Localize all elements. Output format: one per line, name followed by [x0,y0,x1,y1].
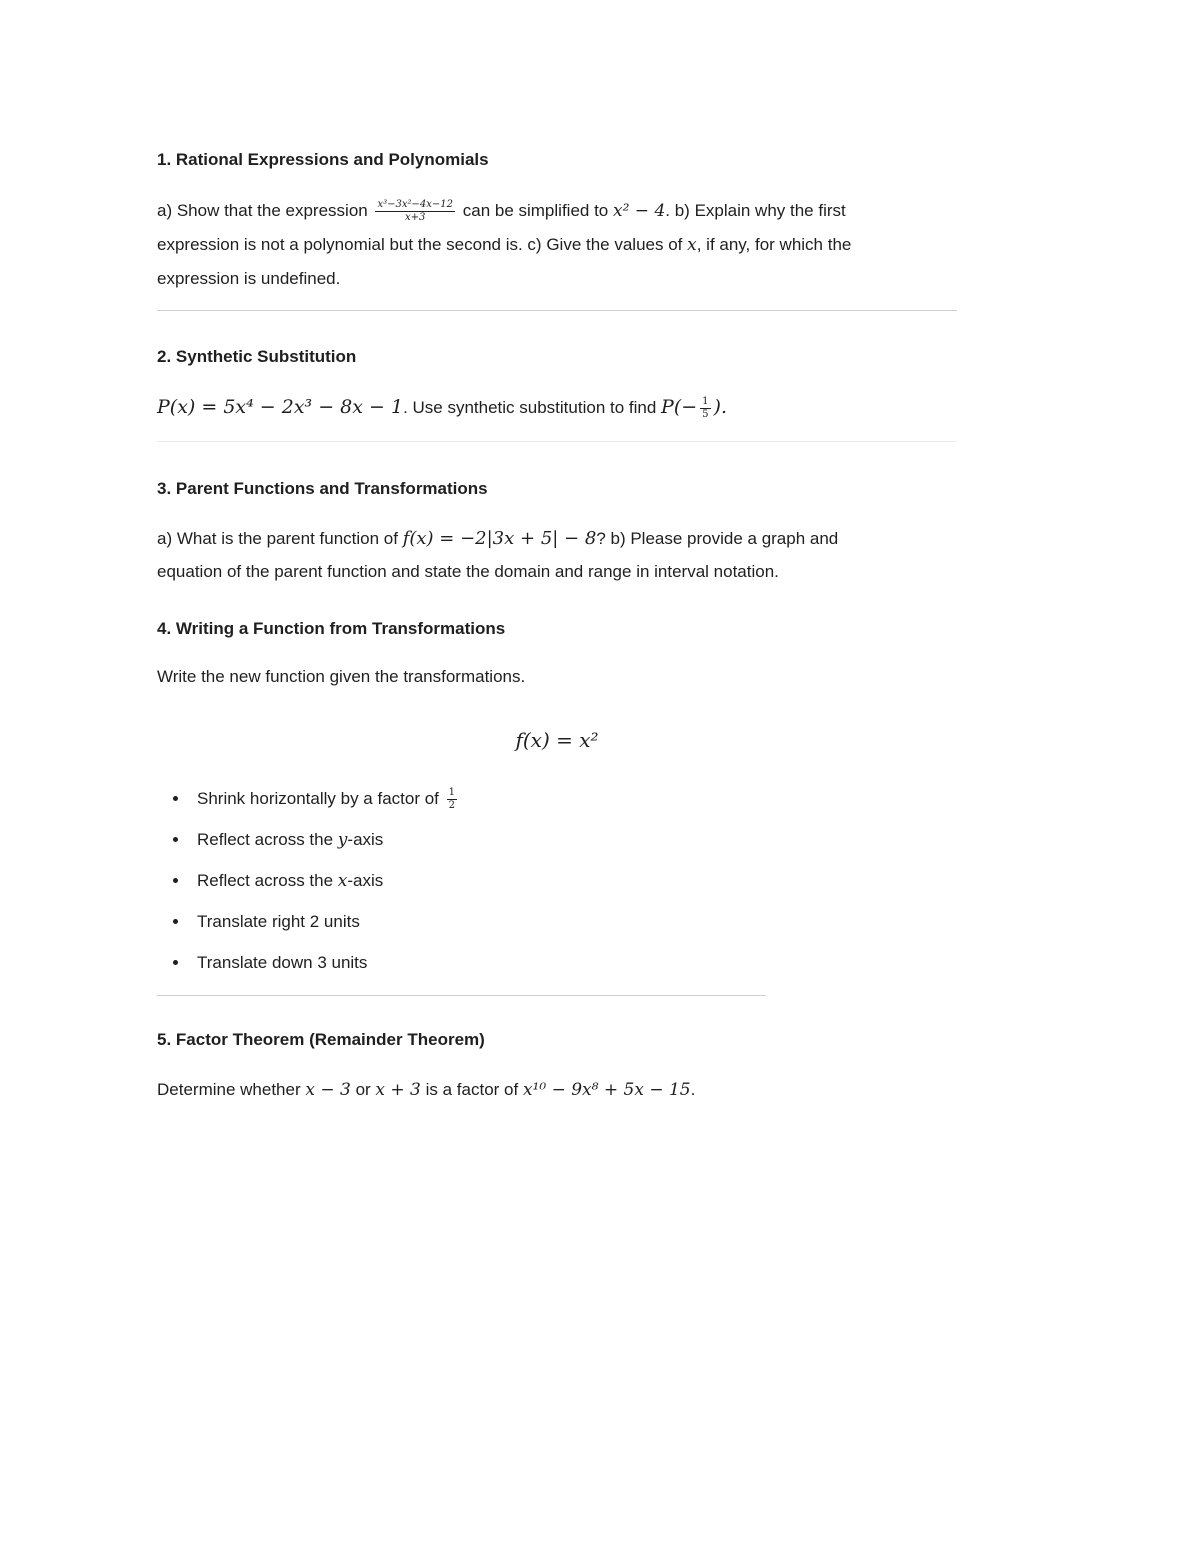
q3-line-1-suffix: ? b) Please provide a graph and [596,529,839,548]
transformation-list [157,782,460,987]
section-3-line-1 [157,522,957,555]
q5-mid: is a factor of [425,1080,519,1099]
section-1-body [157,194,957,295]
q1-fraction-numerator: x³−3x²−4x−12 [377,199,453,211]
q3-line-1-prefix: a) What is the parent function of [157,529,398,548]
section-5-body [157,1073,957,1107]
divider-2 [157,441,957,442]
q5-or: or [355,1080,371,1099]
q1-part-a-prefix: a) Show that the expression [157,201,368,220]
q1-part-a-mid: can be simplified to [462,201,609,220]
section-2-body [157,391,957,424]
bullet-1-fraction [447,788,457,811]
bullet-2-suffix: -axis [347,830,384,849]
section-1-line-2 [157,228,957,262]
q1-simplified-expression: x² − 4 [613,201,666,221]
list-item [157,905,460,946]
bullet-3-prefix: Reflect across the [197,871,334,890]
list-item [157,946,460,987]
divider-3 [157,995,766,996]
bullet-1-denominator: 2 [448,800,456,812]
q5-factor-2: x + 3 [375,1080,421,1100]
section-5-heading: 5. Factor Theorem (Remainder Theorem) [157,1030,485,1049]
q1-fraction [375,200,455,223]
q2-eval-fraction [700,397,710,420]
section-3-line-2: equation of the parent function and state the domain and range in interval notation. [157,562,779,581]
q2-instruction: . Use synthetic substitution to find [403,398,657,417]
q2-polynomial: P(x) = 5x⁴ − 2x³ − 8x − 1 [157,396,404,418]
bullet-4-text: Translate right 2 units [197,912,360,931]
q5-end: . [690,1080,696,1099]
list-item [157,782,460,823]
bullet-icon [173,960,178,965]
bullet-icon [173,837,178,842]
q1-fraction-denominator: x+3 [405,212,426,224]
divider-1 [157,310,957,311]
q5-polynomial: x¹⁰ − 9x⁸ + 5x − 15 [522,1080,691,1100]
q1-part-b-start: . b) Explain why the first [665,201,846,220]
section-4-intro: Write the new function given the transformations. [157,667,526,686]
q3-function: f(x) = −2|3x + 5| − 8 [402,528,597,549]
list-item [157,823,460,864]
section-1-line-3: expression is undefined. [157,269,341,288]
section-1-line-1 [157,194,957,228]
q1-line-2-prefix: expression is not a polynomial but the second is. c) Give the values of [157,235,683,254]
bullet-icon [173,796,178,801]
bullet-icon [173,878,178,883]
q1-line-2-suffix: , if any, for which the [696,235,852,254]
bullet-3-suffix: -axis [347,871,384,890]
q2-eval-denominator: 5 [702,409,709,421]
bullet-5-text: Translate down 3 units [197,953,368,972]
section-3-body [157,522,957,588]
bullet-1-numerator: 1 [448,787,456,799]
bullet-1-text: Shrink horizontally by a factor of [197,789,439,808]
q5-factor-1: x − 3 [305,1080,351,1100]
list-item [157,864,460,905]
q1-variable-x: x [687,235,697,255]
bullet-2-prefix: Reflect across the [197,830,334,849]
section-4-display-equation: f(x) = x² [515,728,599,752]
section-1-heading: 1. Rational Expressions and Polynomials [157,150,489,169]
q5-prefix: Determine whether [157,1080,301,1099]
q2-eval-numerator: 1 [702,396,709,408]
section-2-heading: 2. Synthetic Substitution [157,347,357,366]
bullet-2-variable: y [337,830,348,850]
q2-eval-prefix: P(− [661,396,698,418]
bullet-icon [173,919,178,924]
section-4-heading: 4. Writing a Function from Transformations [157,619,506,638]
q2-eval-suffix: ). [713,396,727,418]
section-3-heading: 3. Parent Functions and Transformations [157,479,488,498]
bullet-3-variable: x [337,871,348,891]
